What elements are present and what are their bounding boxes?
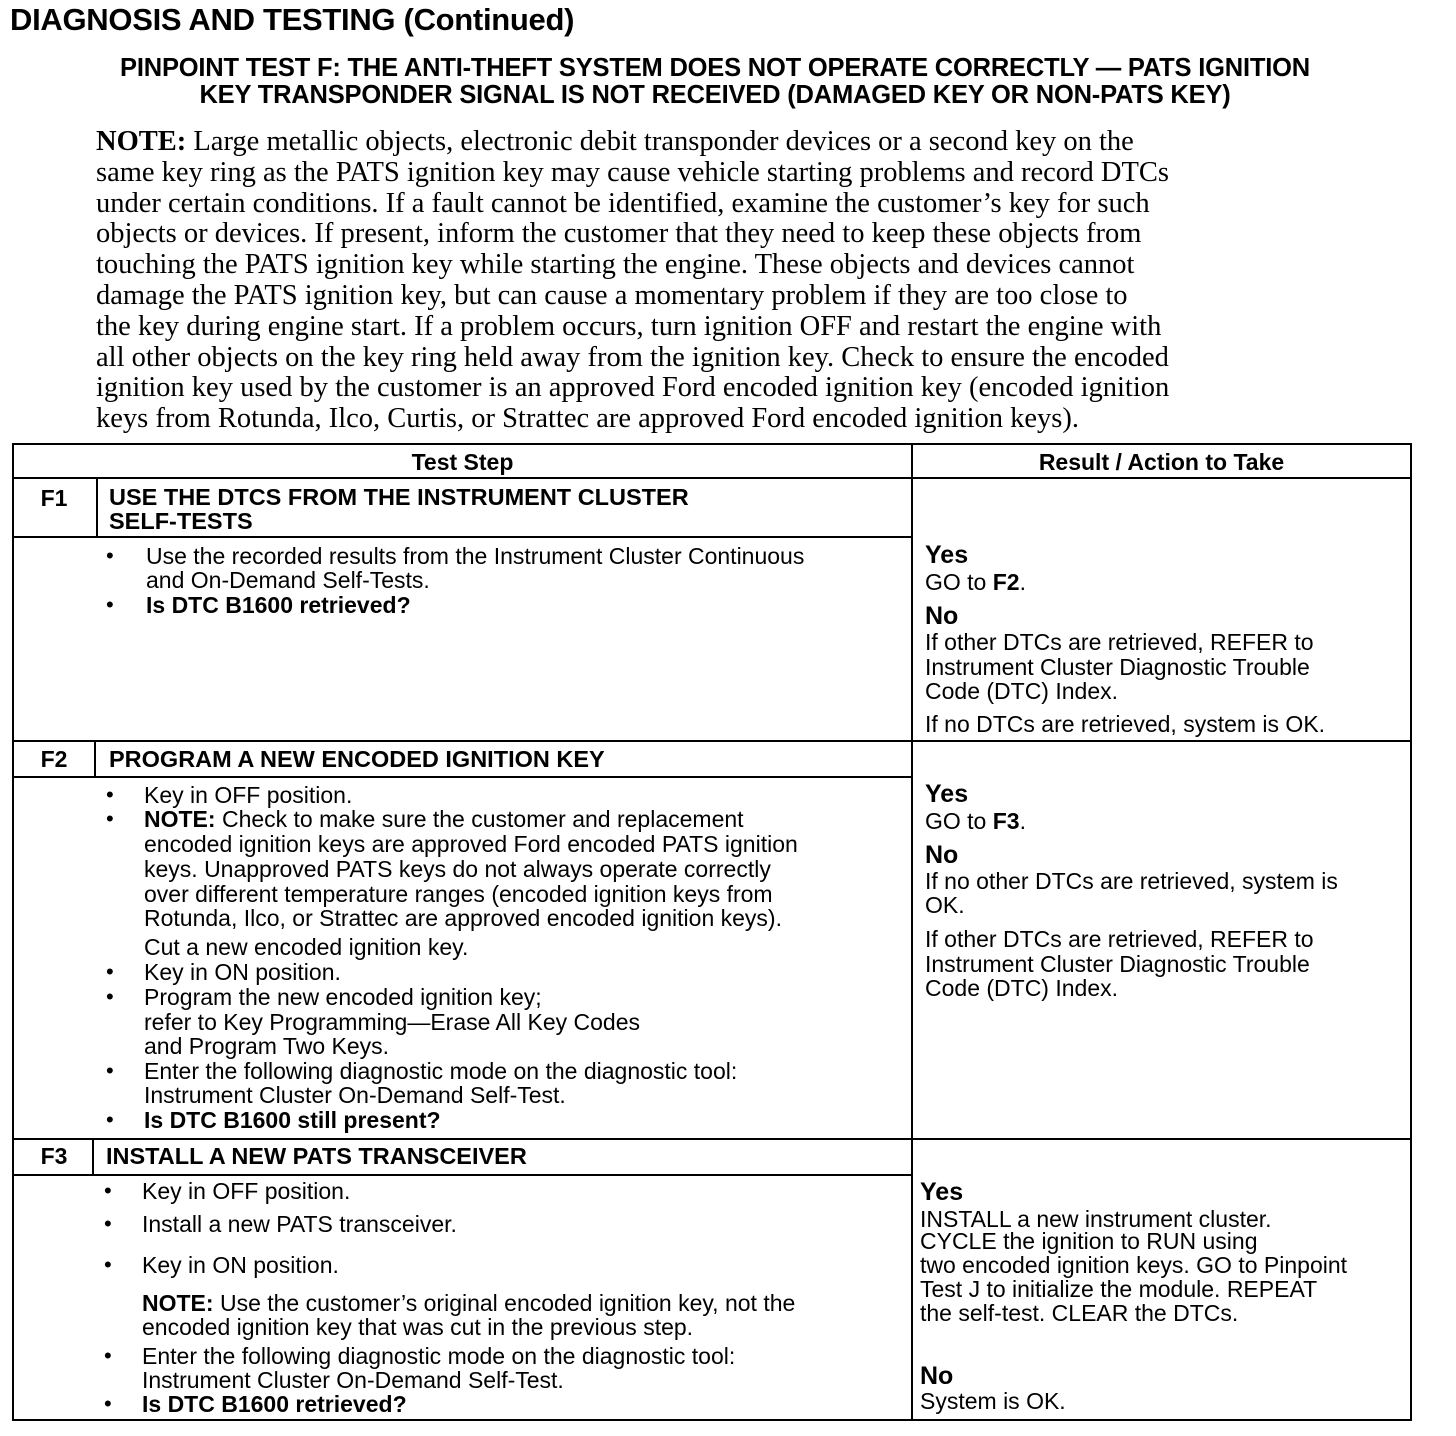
pinpoint-test-table (12, 443, 1412, 1421)
result-no-label: No (920, 1362, 954, 1390)
step-line: Program the new encoded ignition key; (144, 984, 542, 1010)
note-line: same key ring as the PATS ignition key may cause vehicle starting problems and record DTCs (96, 156, 1170, 188)
step-line: over different temperature ranges (encoded ignition keys from (144, 881, 773, 907)
step-line: NOTE: Check to make sure the customer and replacement (144, 806, 744, 832)
step-line: Enter the following diagnostic mode on the diagnostic tool: (144, 1058, 738, 1084)
step-title-f1 (109, 485, 689, 533)
result-yes-line: CYCLE the ignition to RUN using (920, 1228, 1258, 1254)
note-label: NOTE: (142, 1290, 214, 1316)
step-id-f1: F1 (40, 485, 68, 511)
result-no-line: Instrument Cluster Diagnostic Trouble (925, 654, 1310, 680)
column-divider (911, 445, 913, 1419)
step-question: Is DTC B1600 still present? (144, 1107, 441, 1133)
note-line: under certain conditions. If a fault cannot be identified, examine the customer’s key for such (96, 187, 1150, 219)
step-line: Key in ON position. (144, 959, 341, 985)
bullet: • (104, 1252, 112, 1277)
note-label: NOTE: (96, 126, 187, 157)
result-no-label: No (925, 602, 959, 630)
step-title-divider (14, 536, 911, 538)
step-line: NOTE: Use the customer’s original encoded ignition key, not the (142, 1290, 796, 1316)
result-no-line: If other DTCs are retrieved, REFER to (925, 629, 1314, 655)
result-no-line: If other DTCs are retrieved, REFER to (925, 926, 1314, 952)
result-no-line: Code (DTC) Index. (925, 975, 1119, 1001)
step-line: Cut a new encoded ignition key. (144, 934, 469, 960)
step-line: Instrument Cluster On-Demand Self-Test. (144, 1082, 566, 1108)
step-title-f3: INSTALL A NEW PATS TRANSCEIVER (106, 1143, 527, 1169)
note-line: ignition key used by the customer is an approved Ford encoded ignition key (encoded ignition (96, 372, 1170, 404)
test-title-line-2: KEY TRANSPONDER SIGNAL IS NOT RECEIVED (DAMAGED KEY OR NON-PATS KEY) (199, 81, 1231, 109)
note-line: keys from Rotunda, Ilco, Curtis, or Strattec are approved Ford encoded ignition keys). (96, 403, 1080, 435)
note-line (96, 127, 1326, 158)
bullet: • (106, 1107, 114, 1132)
page-header-title: DIAGNOSIS AND TESTING (Continued) (10, 2, 575, 37)
note-line: all other objects on the key ring held away from the ignition key. Check to ensure the encoded (96, 341, 1169, 373)
bullet: • (104, 1343, 112, 1368)
result-yes-label: Yes (920, 1178, 964, 1206)
step-id-divider (96, 479, 98, 538)
bullet: • (104, 1391, 112, 1416)
result-yes-text: GO to F3. (925, 808, 1026, 834)
result-no-line: System is OK. (920, 1388, 1066, 1414)
step-line: and Program Two Keys. (144, 1033, 390, 1059)
step-line: Rotunda, Ilco, or Strattec are approved encoded ignition keys). (144, 905, 782, 931)
step-link-f3[interactable]: F3 (992, 808, 1020, 834)
step-title-line: USE THE DTCS FROM THE INSTRUMENT CLUSTER (109, 484, 689, 510)
result-no-line: Instrument Cluster Diagnostic Trouble (925, 951, 1310, 977)
bullet: • (106, 782, 114, 807)
bullet: • (106, 543, 114, 568)
note-text: Large metallic objects, electronic debit transponder devices or a second key on the (186, 126, 1134, 157)
step-id-divider (94, 742, 96, 778)
result-no-line: OK. (925, 892, 965, 918)
note-line: touching the PATS ignition key while starting the engine. These objects and devices cannot (96, 249, 1135, 281)
note-line: objects or devices. If present, inform the customer that they need to keep these objects from (96, 218, 1142, 250)
bullet: • (104, 1211, 112, 1236)
row-divider (14, 1138, 1410, 1140)
bullet: • (106, 1058, 114, 1083)
column-header-result: Result / Action to Take (1038, 449, 1285, 475)
step-line: Instrument Cluster On-Demand Self-Test. (142, 1367, 564, 1393)
pinpoint-test-title (20, 55, 1410, 109)
result-no-line: If no other DTCs are retrieved, system is (925, 868, 1338, 894)
step-line: Use the recorded results from the Instrument Cluster Continuous (146, 543, 805, 569)
note-line: damage the PATS ignition key, but can cause a momentary problem if they are too close to (96, 279, 1128, 311)
bullet: • (106, 984, 114, 1009)
result-yes-line: INSTALL a new instrument cluster. (920, 1206, 1272, 1232)
column-header-test-step: Test Step (411, 449, 514, 475)
step-id-f3: F3 (40, 1143, 68, 1169)
test-title-line-1: PINPOINT TEST F: THE ANTI-THEFT SYSTEM DOES NOT OPERATE CORRECTLY — PATS IGNITION (120, 54, 1310, 82)
step-title-f2: PROGRAM A NEW ENCODED IGNITION KEY (109, 746, 605, 772)
result-no-line: If no DTCs are retrieved, system is OK. (925, 711, 1326, 737)
step-question: Is DTC B1600 retrieved? (142, 1391, 407, 1417)
result-yes-text: GO to F2. (925, 569, 1026, 595)
step-title-divider (14, 776, 911, 778)
step-id-f2: F2 (40, 746, 68, 772)
result-yes-label: Yes (925, 780, 969, 808)
step-title-divider (14, 1174, 911, 1176)
step-title-line: SELF-TESTS (109, 508, 253, 534)
bullet: • (106, 959, 114, 984)
step-line: encoded ignition key that was cut in the previous step. (142, 1314, 694, 1340)
step-line: refer to Key Programming—Erase All Key Codes (144, 1009, 640, 1035)
bullet: • (104, 1178, 112, 1203)
step-question: Is DTC B1600 retrieved? (146, 592, 411, 618)
row-divider (14, 740, 1410, 742)
bullet: • (106, 806, 114, 831)
result-yes-line: two encoded ignition keys. GO to Pinpoint (920, 1252, 1348, 1278)
note-paragraph (96, 127, 1326, 435)
step-link-f2[interactable]: F2 (992, 569, 1020, 595)
step-line: Key in ON position. (142, 1252, 339, 1278)
step-line: Enter the following diagnostic mode on the diagnostic tool: (142, 1343, 736, 1369)
bullet: • (106, 592, 114, 617)
step-line: encoded ignition keys are approved Ford encoded PATS ignition (144, 831, 798, 857)
step-line: Install a new PATS transceiver. (142, 1211, 457, 1237)
result-yes-label: Yes (925, 541, 969, 569)
result-yes-line: Test J to initialize the module. REPEAT (920, 1276, 1318, 1302)
step-line: keys. Unapproved PATS keys do not always operate correctly (144, 856, 771, 882)
note-label: NOTE: (144, 806, 216, 832)
result-no-line: Code (DTC) Index. (925, 678, 1119, 704)
note-line: the key during engine start. If a problem occurs, turn ignition OFF and restart the engine with (96, 310, 1162, 342)
step-line: Key in OFF position. (142, 1178, 351, 1204)
result-no-label: No (925, 841, 959, 869)
result-yes-line: the self-test. CLEAR the DTCs. (920, 1300, 1239, 1326)
step-line: Key in OFF position. (144, 782, 353, 808)
step-line: and On-Demand Self-Tests. (146, 567, 430, 593)
